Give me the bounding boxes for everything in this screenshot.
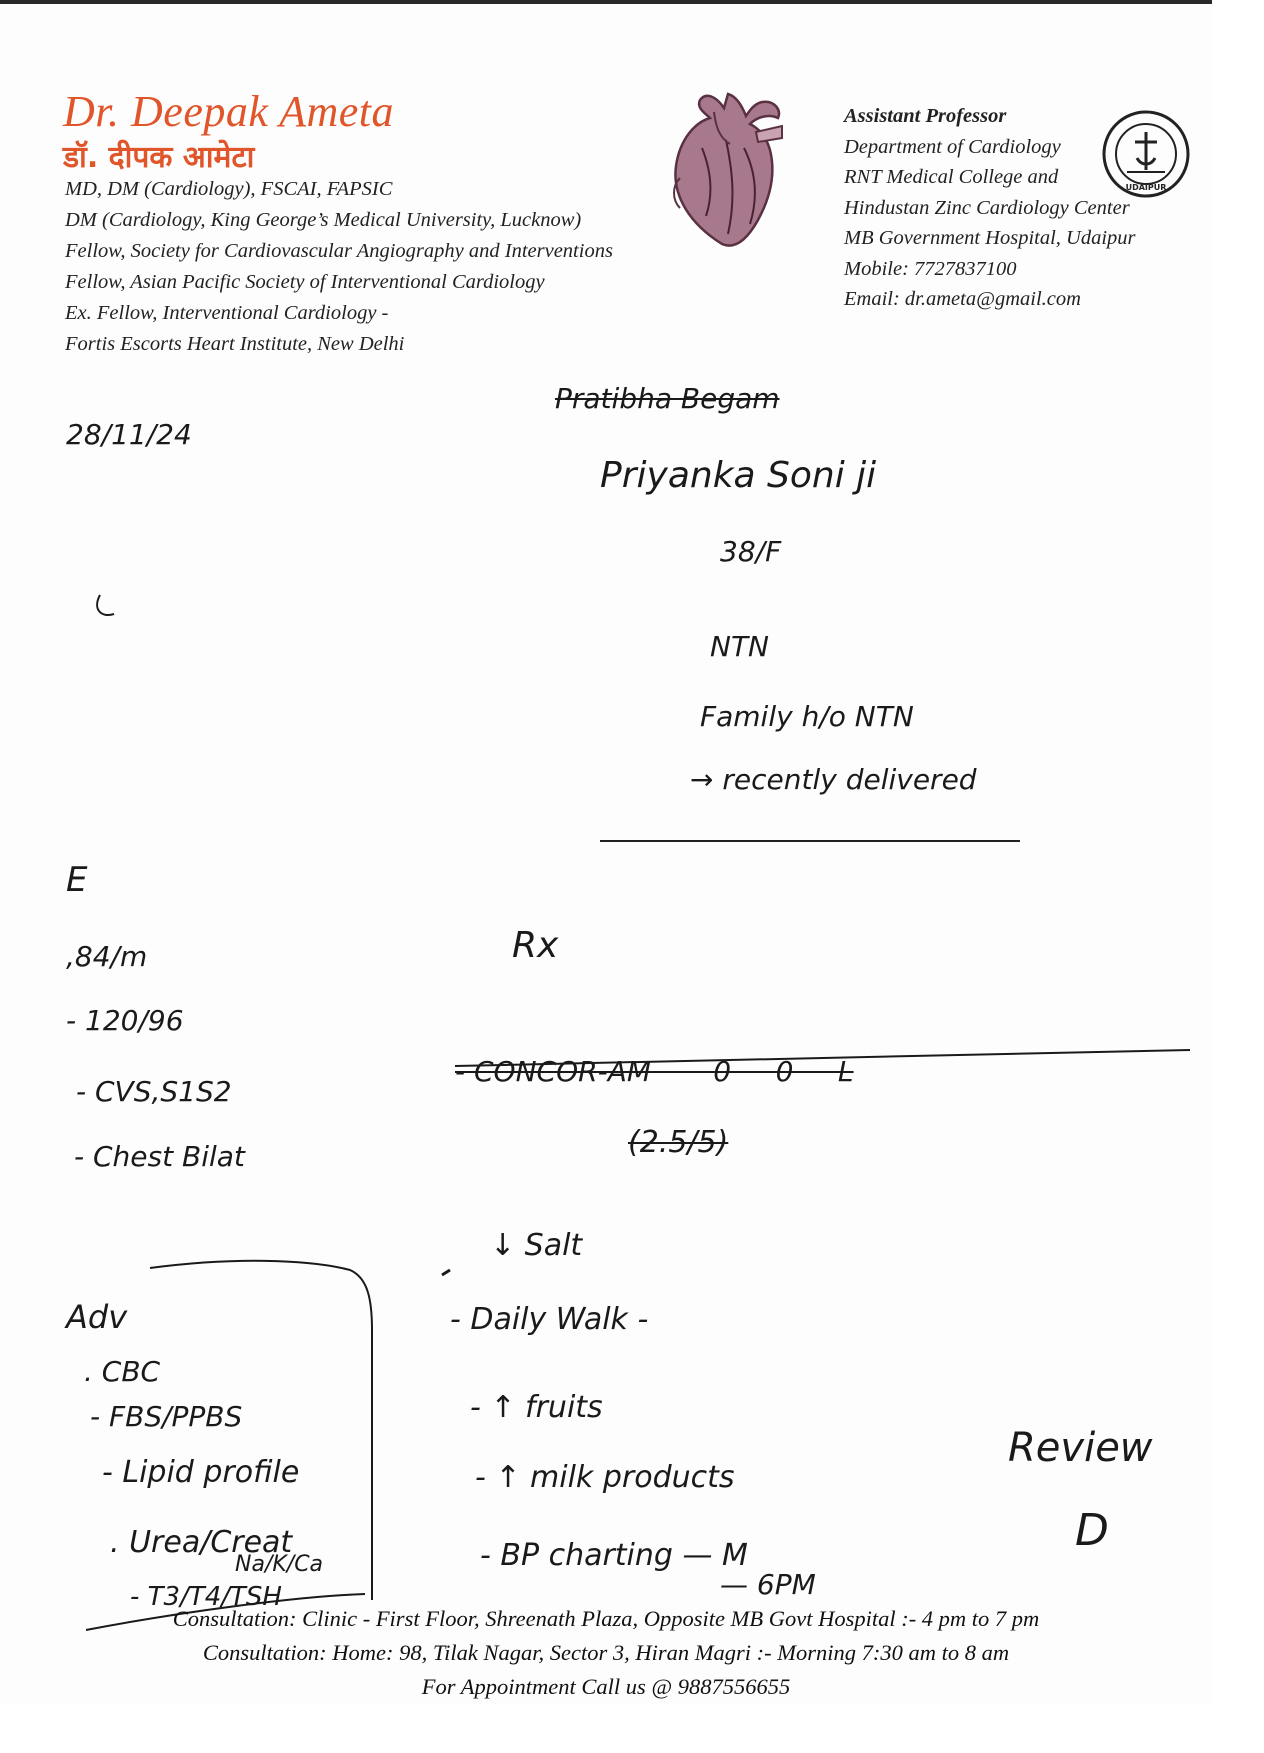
review-note: Review — [1008, 1425, 1153, 1471]
stray-mark — [442, 1270, 450, 1275]
advice-line: - BP charting — M — [480, 1538, 748, 1573]
history-line: Family h/o NTN — [700, 700, 914, 733]
exam-finding: - CVS,S1S2 — [76, 1075, 232, 1108]
investigation-item: . Urea/Creat — [110, 1525, 293, 1560]
advice-line: ↓ Salt — [490, 1228, 583, 1263]
email-address: Email: dr.ameta@gmail.com — [844, 288, 1081, 310]
signature: D — [1075, 1505, 1109, 1556]
footer-clinic-line: Consultation: Clinic - First Floor, Shreenath Plaza, Opposite MB Govt Hospital :- 4 pm to 7 pm — [172, 1606, 1040, 1631]
investigations-bracket — [150, 1261, 372, 1600]
advice-line: - ↑ milk products — [475, 1460, 735, 1495]
struck-patient-name: Pratibha Begam — [555, 382, 780, 415]
exam-finding: - 120/96 — [66, 1004, 184, 1037]
advice-line: - ↑ fruits — [470, 1390, 603, 1425]
doctor-name-hindi: डॉ. दीपक आमेटा — [63, 140, 255, 175]
qualification-line: DM (Cardiology, King George’s Medical University, Lucknow) — [65, 209, 582, 231]
investigations-label: Adv — [66, 1298, 128, 1336]
struck-medication: - CONCOR-AM 0 0 L — [455, 1055, 854, 1088]
investigation-item: - T3/T4/TSH — [130, 1582, 282, 1612]
medication-strike — [455, 1050, 1190, 1066]
rx-symbol: Rx — [512, 925, 559, 966]
exam-finding: ,84/m — [66, 940, 148, 973]
patient-name: Priyanka Soni ji — [600, 455, 877, 496]
footer-appointment-line: For Appointment Call us @ 9887556655 — [421, 1674, 791, 1699]
exam-finding: - Chest Bilat — [74, 1140, 245, 1173]
mobile-number: Mobile: 7727837100 — [844, 257, 1017, 280]
qualification-line: Fortis Escorts Heart Institute, New Delhi — [65, 333, 405, 355]
qualification-line: Ex. Fellow, Interventional Cardiology - — [65, 302, 389, 324]
history-line: → recently delivered — [690, 763, 977, 796]
scan-margin — [1212, 0, 1264, 1753]
affiliation-line: Hindustan Zinc Cardiology Center — [844, 196, 1130, 219]
investigation-item: - Lipid profile — [102, 1455, 300, 1490]
position-title: Assistant Professor — [844, 105, 1007, 127]
affiliation-line: Department of Cardiology — [844, 135, 1061, 158]
advice-line: - Daily Walk - — [450, 1302, 649, 1337]
investigation-item: . CBC — [84, 1355, 161, 1388]
doctor-name: Dr. Deepak Ameta — [63, 87, 394, 136]
investigation-item: - FBS/PPBS — [90, 1400, 243, 1433]
stray-mark — [97, 595, 114, 615]
investigation-item: Na/K/Ca — [235, 1552, 324, 1577]
prescription-date: 28/11/24 — [66, 418, 192, 451]
affiliation-line: RNT Medical College and — [844, 166, 1059, 188]
struck-medication-dose: (2.5/5) — [628, 1125, 729, 1160]
qualification-line: MD, DM (Cardiology), FSCAI, FAPSIC — [65, 178, 393, 200]
exam-symbol: E — [66, 860, 88, 900]
qualification-line: Fellow, Asian Pacific Society of Interventional Cardiology — [65, 271, 545, 293]
advice-line: — 6PM — [720, 1568, 816, 1601]
seal-text: UDAIPUR — [1125, 183, 1167, 192]
affiliation-line: MB Government Hospital, Udaipur — [844, 227, 1136, 249]
qualification-line: Fellow, Society for Cardiovascular Angiography and Interventions — [65, 240, 613, 262]
footer-home-line: Consultation: Home: 98, Tilak Nagar, Sector 3, Hiran Magri :- Morning 7:30 am to 8 am — [202, 1640, 1010, 1665]
history-line: NTN — [710, 630, 769, 663]
patient-age-sex: 38/F — [720, 535, 782, 568]
